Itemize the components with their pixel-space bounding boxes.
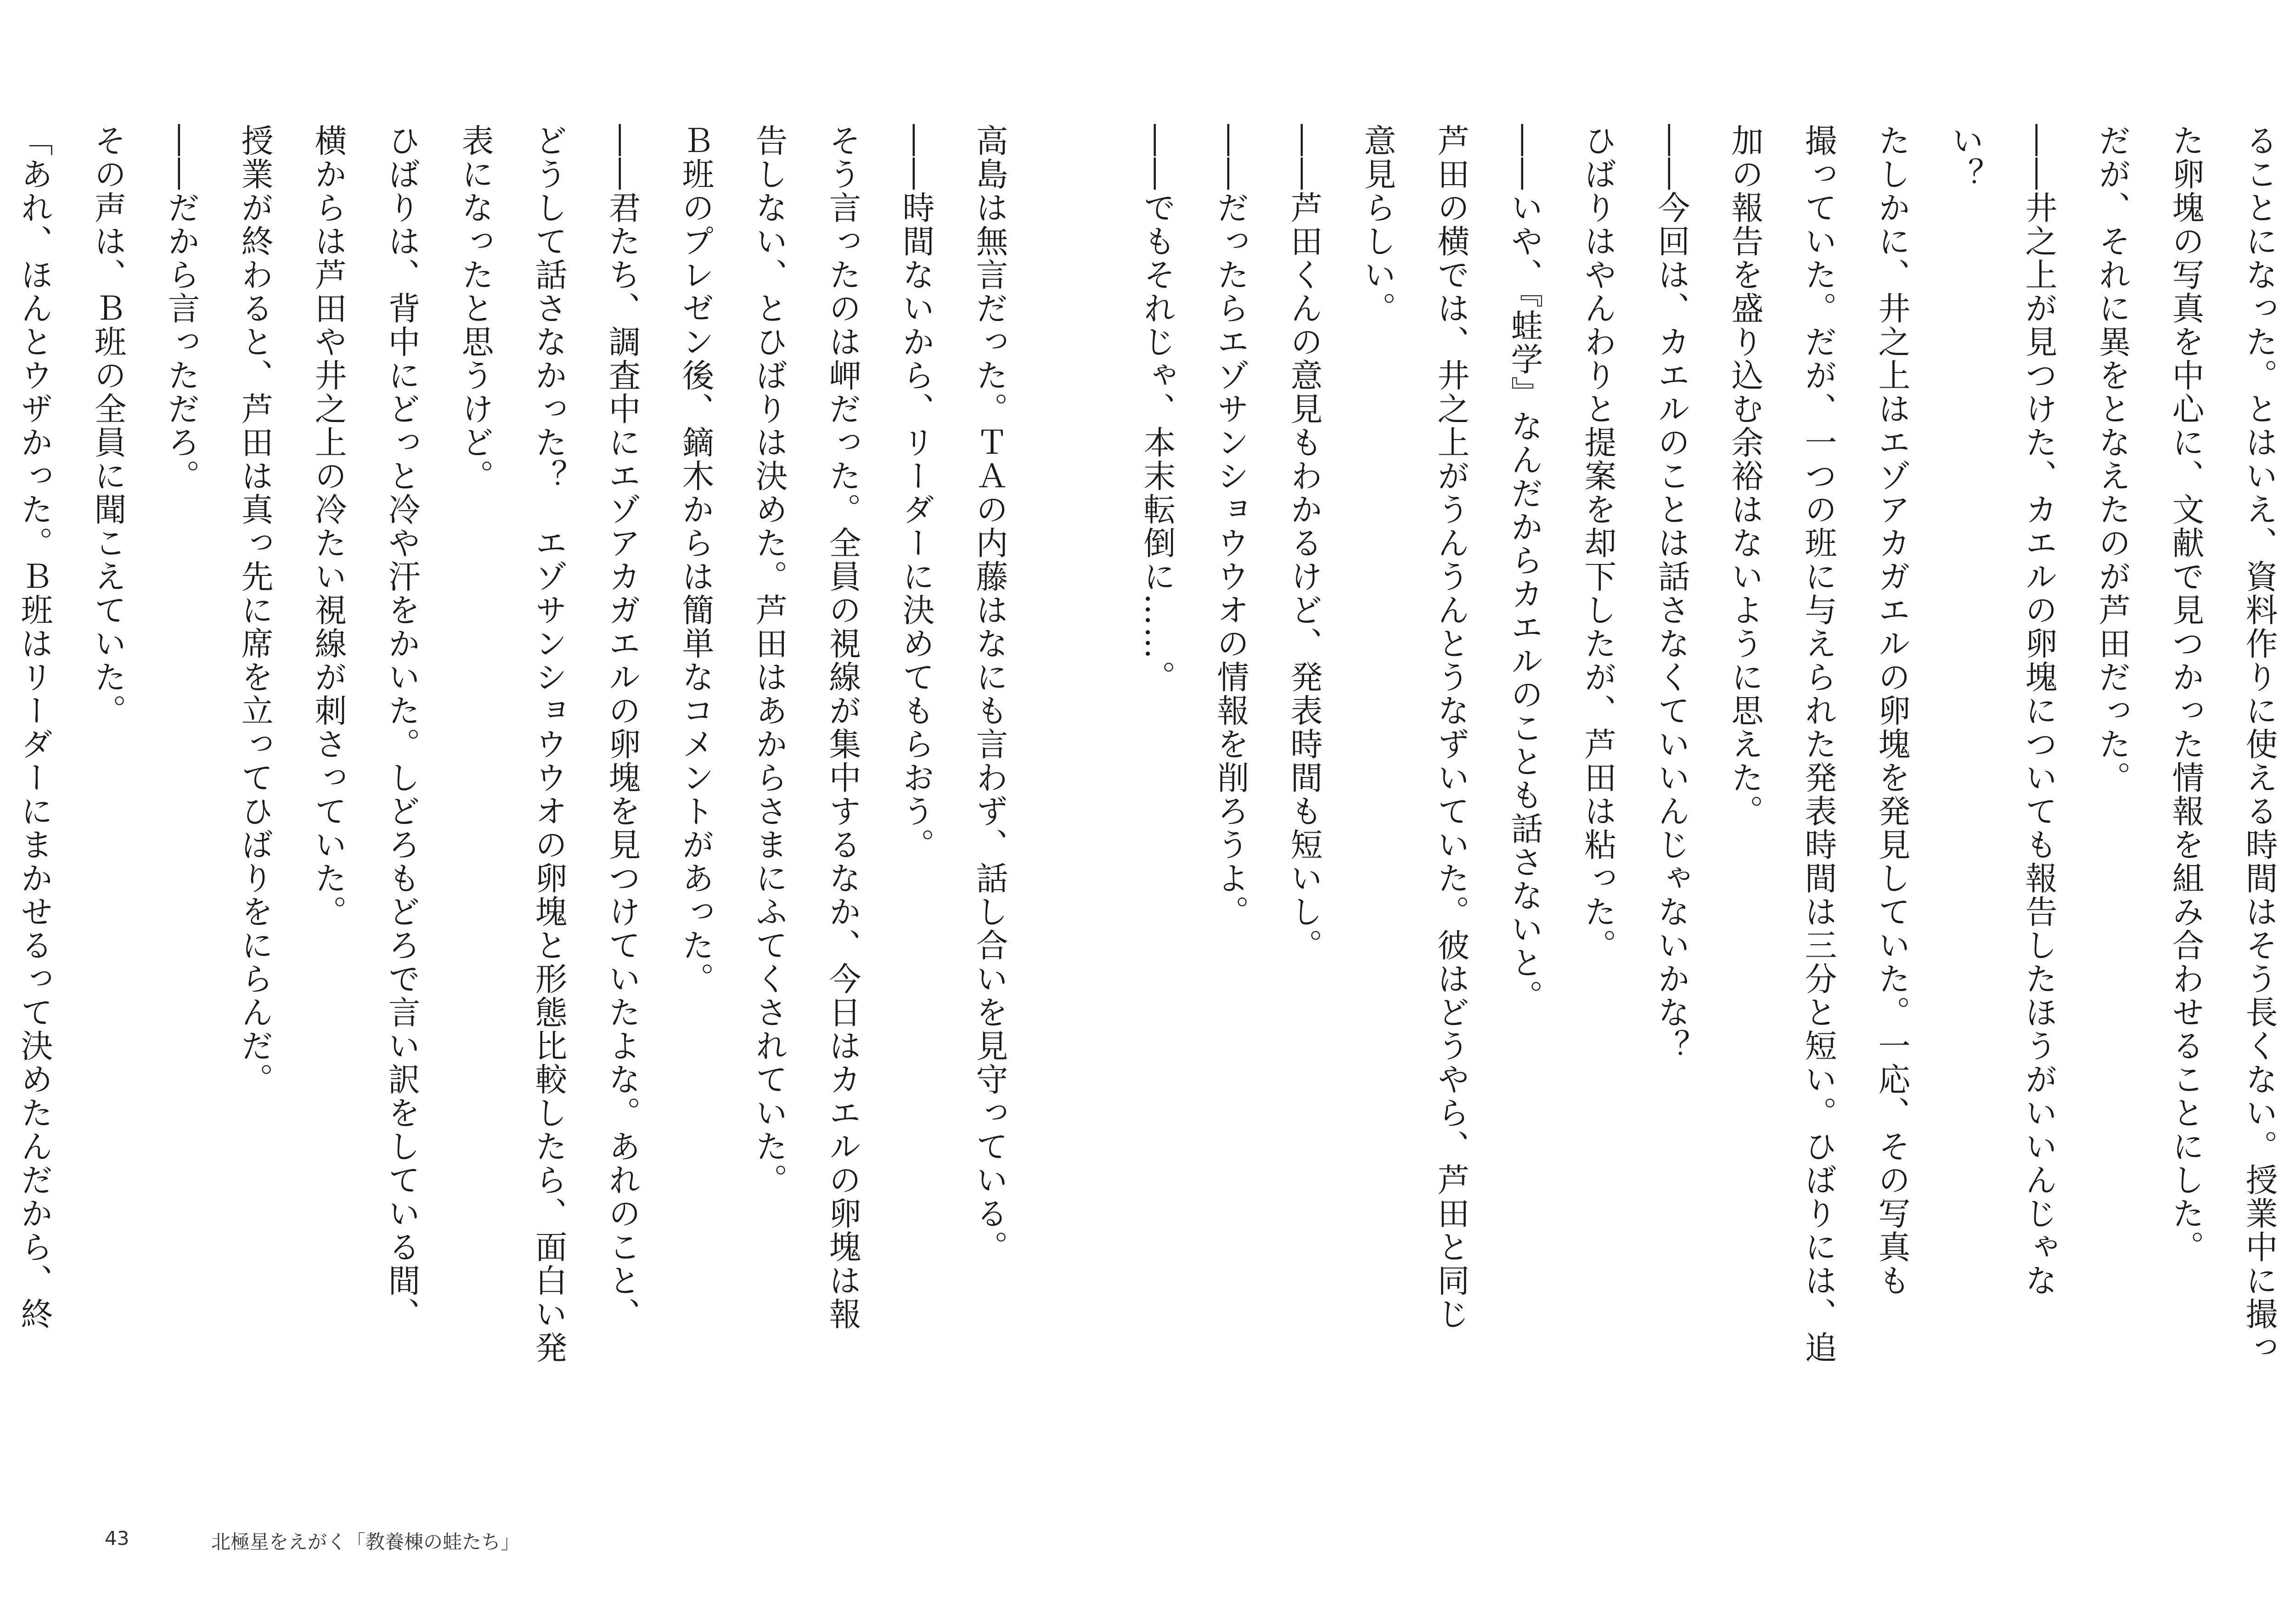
right-page: [1139, 0, 2278, 1606]
text-line: その声は、Ｂ班の全員に聞こえていた。: [89, 124, 127, 727]
text-line: 加の報告を盛り込む余裕はないように思えた。: [1726, 124, 1764, 828]
text-line: 授業が終わると、芦田は真っ先に席を立ってひばりをにらんだ。: [236, 124, 274, 1096]
right-page-body-text: [1138, 124, 2296, 1488]
text-line: い？: [1947, 124, 1984, 191]
text-line: 意見らしい。: [1359, 124, 1396, 325]
text-line: 撮っていた。だが、一つの班に与えられた発表時間は三分と短い。ひばりには、追: [1800, 124, 1837, 1364]
left-page: [0, 0, 1139, 1606]
text-line: 芦田の横では、井之上がうんうんとうなずいていた。彼はどうやら、芦田と同じ: [1432, 124, 1470, 1331]
text-line: ――井之上が見つけた、カエルの卵塊についても報告したほうがいいんじゃな: [2020, 124, 2058, 1297]
text-line: ひばりはやんわりと提案を却下したが、芦田は粘った。: [1579, 124, 1617, 962]
text-line: ――だから言っただろ。: [163, 124, 200, 493]
text-line: そう言ったのは岬だった。全員の視線が集中するなか、今日はカエルの卵塊は報: [824, 124, 861, 1331]
text-line: 表になったと思うけど。: [456, 124, 494, 493]
text-line: ひばりは、背中にどっと冷や汗をかいた。しどろもどろで言い訳をしている間、: [383, 124, 421, 1331]
text-line: ることになった。とはいえ、資料作りに使える時間はそう長くない。授業中に撮っ: [2240, 124, 2278, 1364]
text-line: 「あれ、ほんとウザかった。Ｂ班はリーダーにまかせるって決めたんだから、終: [16, 124, 53, 1331]
text-line: ――でもそれじゃ、本末転倒に……。: [1138, 124, 1176, 694]
text-line: ――君たち、調査中にエゾアカガエルの卵塊を見つけていたよな。あれのこと、: [603, 124, 641, 1331]
text-line: ――時間ないから、リーダーに決めてもらおう。: [897, 124, 935, 862]
text-line: Ｂ班のプレゼン後、鏑木からは簡単なコメントがあった。: [677, 124, 715, 996]
text-line: ――今回は、カエルのことは話さなくていいんじゃないかな？: [1653, 124, 1690, 1063]
text-line: ――芦田くんの意見もわかるけど、発表時間も短いし。: [1285, 124, 1323, 962]
left-page-body-text: [16, 124, 1026, 1488]
text-line: 告しない、とひばりは決めた。芦田はあからさまにふてくされていた。: [750, 124, 788, 1197]
text-line: ――いや、『蛙学』なんだからカエルのことも話さないと。: [1506, 124, 1543, 1013]
text-line: だが、それに異をとなえたのが芦田だった。: [2093, 124, 2131, 795]
text-line: どうして話さなかった？ エゾサンショウウオの卵塊と形態比較したら、面白い発: [530, 124, 568, 1364]
text-line: た卵塊の写真を中心に、文献で見つかった情報を組み合わせることにした。: [2167, 124, 2205, 1264]
text-line: ――だったらエゾサンショウウオの情報を削ろうよ。: [1212, 124, 1249, 929]
running-title: 北極星をえがく「教養棟の蛙たち」: [211, 1531, 520, 1553]
text-line: 横からは芦田や井之上の冷たい視線が刺さっていた。: [310, 124, 347, 929]
page-number-left: 43: [105, 1527, 129, 1550]
text-line: 高島は無言だった。ＴＡの内藤はなにも言わず、話し合いを見守っている。: [971, 124, 1008, 1264]
text-line: たしかに、井之上はエゾアカガエルの卵塊を発見していた。一応、その写真も: [1873, 124, 1911, 1297]
